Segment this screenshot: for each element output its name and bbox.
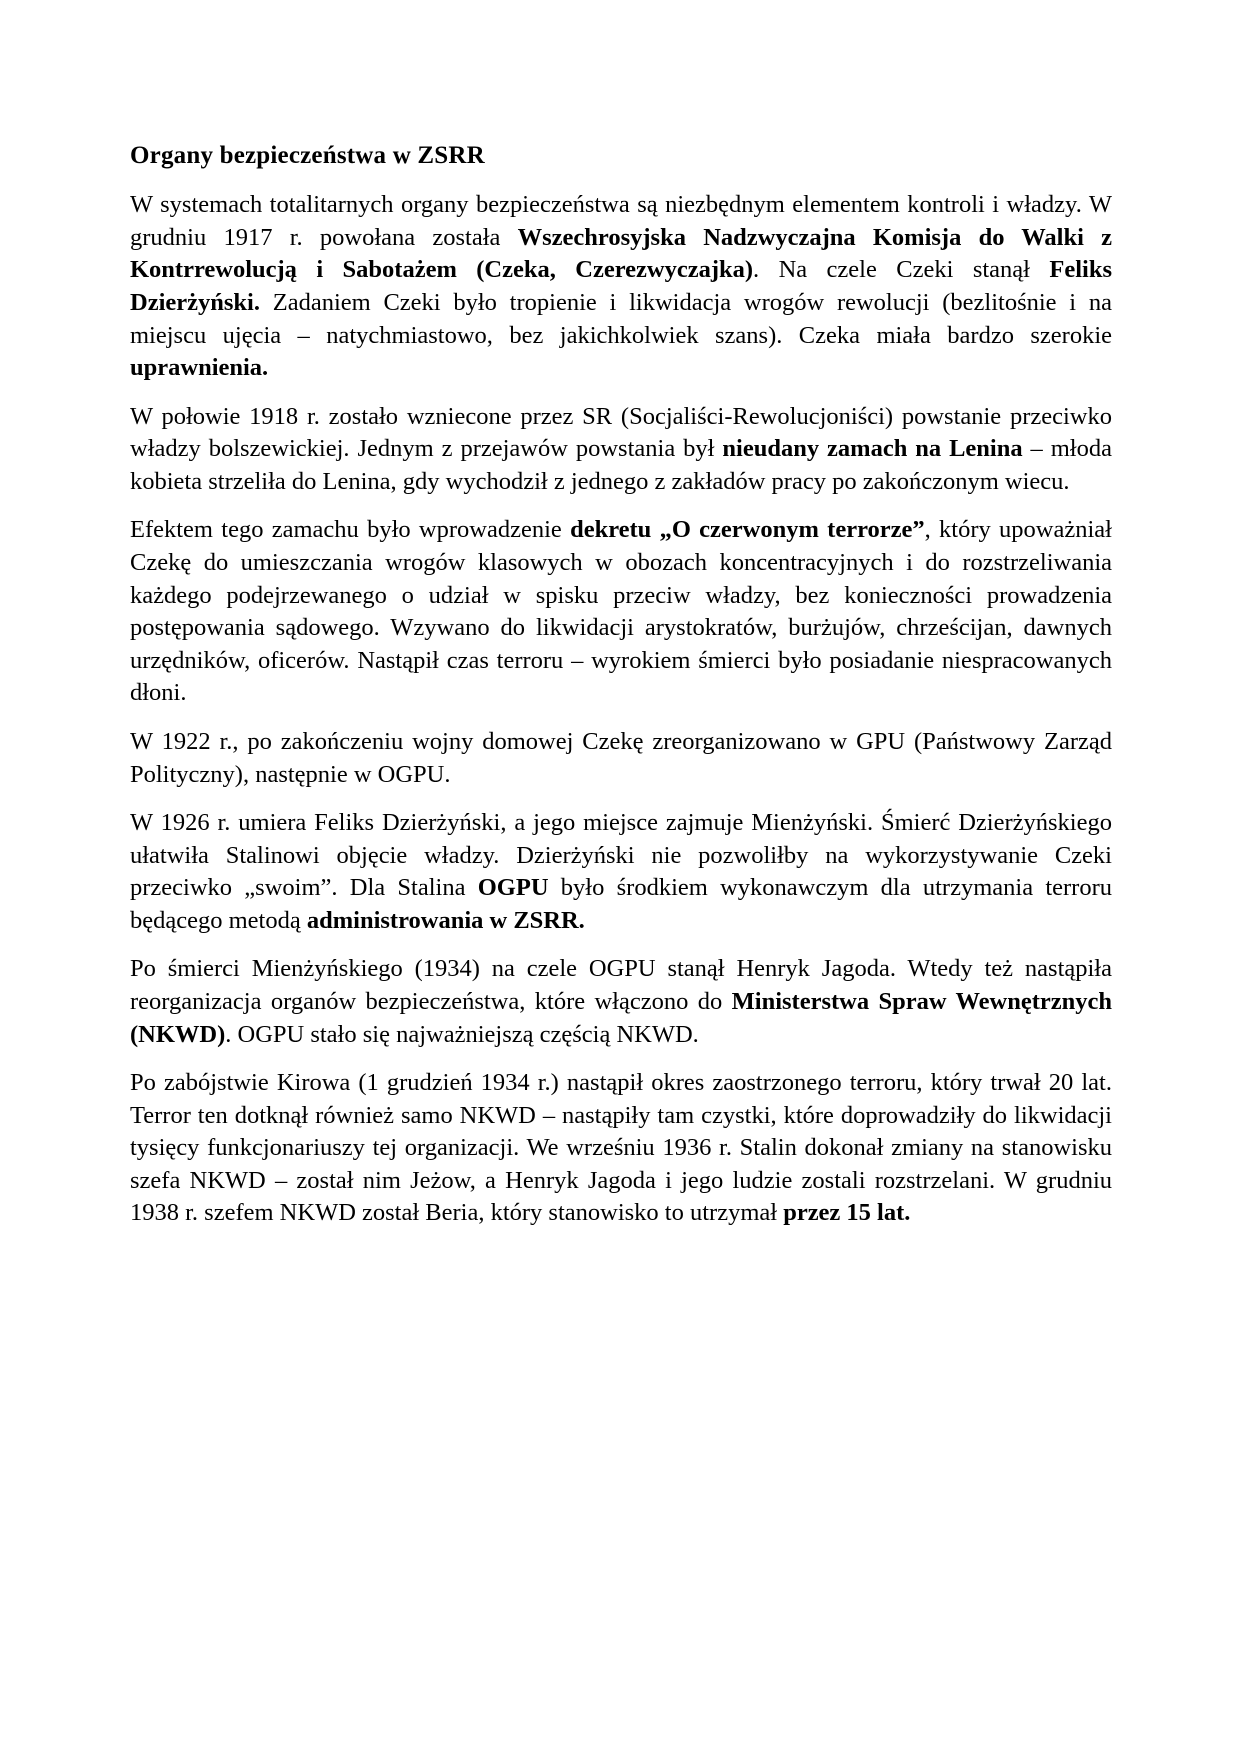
- body-text: , który upoważniał Czekę do umieszczania wrogów klasowych w obozach koncentracyjnych i do rozstrzeliwania każdego podejrzewanego o udział w spisku przeciw władzy, bez konieczności prowadzenia postępowania sądowego. Wzywano do likwidacji arystokratów, burżujów, chrześcijan, dawnych urzędników, oficerów. Nastąpił czas terroru – wyrokiem śmierci było posiadanie niespracowanych dłoni.: [130, 516, 1112, 707]
- emphasis-text: OGPU: [477, 874, 549, 902]
- emphasis-text: Ministerstwa Spraw Wewnętrznych (NKWD): [130, 987, 1112, 1048]
- body-text: Zadaniem Czeki było tropienie i likwidacja wrogów rewolucji (bezlitośnie i na miejscu ujęcia – natychmiastowo, bez jakichkolwiek szans). Czeka miała bardzo szerokie: [130, 288, 1112, 349]
- emphasis-text: Feliks Dzierżyński.: [130, 256, 1112, 316]
- body-text: było środkiem wykonawczym dla utrzymania terroru będącego metodą: [130, 874, 1112, 934]
- paragraph: [130, 189, 1112, 384]
- body-text: W 1922 r., po zakończeniu wojny domowej Czekę zreorganizowano w GPU (Państwowy Zarząd Polityczny), następnie w OGPU.: [130, 727, 1112, 788]
- paragraph: [130, 514, 1112, 709]
- body-text: W połowie 1918 r. zostało wzniecone przez SR (Socjaliści-Rewolucjoniści) powstanie przeciwko władzy bolszewickiej. Jednym z przejawów powstania był: [130, 402, 1112, 463]
- emphasis-text: Wszechrosyjska Nadzwyczajna Komisja do Walki z Kontrrewolucją i Sabotażem (Czeka, Czerezwyczajka): [130, 223, 1112, 284]
- paragraph: [130, 1067, 1112, 1230]
- page-title: Organy bezpieczeństwa w ZSRR: [130, 142, 485, 169]
- paragraph: [130, 953, 1112, 1051]
- emphasis-text: przez 15 lat.: [783, 1199, 911, 1227]
- paragraph: [130, 726, 1112, 791]
- body-text: Efektem tego zamachu było wprowadzenie: [130, 516, 571, 544]
- body-text: Po zabójstwie Kirowa (1 grudzień 1934 r.) nastąpił okres zaostrzonego terroru, który trwał 20 lat. Terror ten dotknął również samo NKWD – nastąpiły tam czystki, które doprowadziły do likwidacji tysięcy funkcjonariuszy tej organizacji. We wrześniu 1936 r. Stalin dokonał zmiany na stanowisku szefa NKWD – został nim Jeżow, a Henryk Jagoda i jego ludzie zostali rozstrzelani. W grudniu 1938 r. szefem NKWD został Beria, który stanowisko to utrzymał: [130, 1069, 1112, 1227]
- paragraph: [130, 807, 1112, 937]
- emphasis-text: uprawnienia.: [130, 354, 269, 382]
- body-text: . OGPU stało się najważniejszą częścią NKWD.: [225, 1020, 699, 1048]
- body-text: W systemach totalitarnych organy bezpieczeństwa są niezbędnym elementem kontroli i władzy. W grudniu 1917 r. powołana została: [130, 191, 1112, 251]
- body-text: W 1926 r. umiera Feliks Dzierżyński, a jego miejsce zajmuje Mienżyński. Śmierć Dzierżyńskiego ułatwiła Stalinowi objęcie władzy. Dzierżyński nie pozwoliłby na wykorzystywanie Czeki przeciwko „swoim”. Dla Stalina: [130, 809, 1112, 902]
- body-text: – młoda kobieta strzeliła do Lenina, gdy wychodził z jednego z zakładów pracy po zakończonym wiecu.: [130, 435, 1112, 495]
- emphasis-text: administrowania w ZSRR.: [306, 906, 585, 934]
- body-text: Po śmierci Mienżyńskiego (1934) na czele OGPU stanął Henryk Jagoda. Wtedy też nastąpiła reorganizacja organów bezpieczeństwa, które włączono do: [130, 955, 1112, 1015]
- document-body: [130, 189, 1112, 1230]
- paragraph: [130, 401, 1112, 499]
- body-text: . Na czele Czeki stanął: [753, 256, 1050, 284]
- emphasis-text: nieudany zamach na Lenina: [722, 435, 1023, 463]
- emphasis-text: dekretu „O czerwonym terrorze”: [570, 516, 925, 544]
